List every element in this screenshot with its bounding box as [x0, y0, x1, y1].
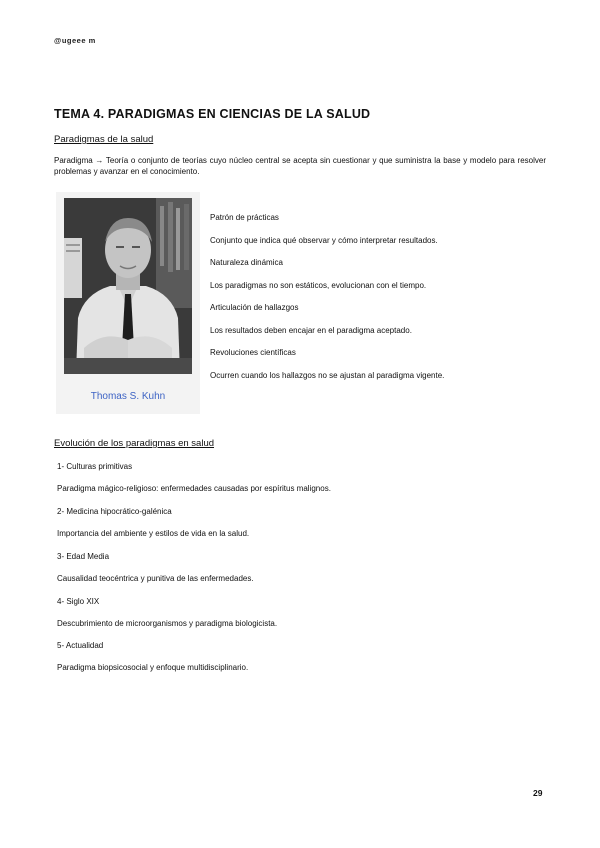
section-heading-paradigmas: Paradigmas de la salud	[54, 134, 154, 145]
section-heading-evolucion: Evolución de los paradigmas en salud	[54, 438, 215, 449]
feature-text: Conjunto que indica qué observar y cómo interpretar resultados.	[210, 236, 438, 245]
evolution-item-text: Causalidad teocéntrica y punitiva de las enfermedades.	[57, 574, 254, 583]
evolution-item-heading: 3- Edad Media	[57, 552, 110, 561]
evolution-item-heading: 1- Culturas primitivas	[57, 462, 133, 471]
portrait-figure	[56, 192, 200, 414]
feature-heading: Patrón de prácticas	[210, 213, 279, 222]
paradigm-definition: Paradigma → Teoría o conjunto de teorías cuyo núcleo central se acepta sin cuestionar y que suministra la base y modelo para resolver problemas y avanzar en el conocimiento.	[54, 156, 546, 176]
feature-text: Los resultados deben encajar en el paradigma aceptado.	[210, 326, 412, 335]
feature-text: Los paradigmas no son estáticos, evolucionan con el tiempo.	[210, 281, 427, 290]
page-title: TEMA 4. PARADIGMAS EN CIENCIAS DE LA SALUD	[54, 107, 371, 121]
evolution-item-heading: 5- Actualidad	[57, 641, 104, 650]
feature-heading: Articulación de hallazgos	[210, 303, 299, 312]
portrait-photo	[64, 198, 192, 374]
evolution-item-text: Paradigma biopsicosocial y enfoque multidisciplinario.	[57, 663, 249, 672]
evolution-item-text: Paradigma mágico-religioso: enfermedades causadas por espíritus malignos.	[57, 484, 331, 493]
header-logo: @ugeee m	[54, 36, 96, 45]
evolution-item-heading: 4- Siglo XIX	[57, 597, 100, 606]
evolution-item-heading: 2- Medicina hipocrático-galénica	[57, 507, 172, 516]
feature-text: Ocurren cuando los hallazgos no se ajustan al paradigma vigente.	[210, 371, 445, 380]
evolution-item-text: Importancia del ambiente y estilos de vida en la salud.	[57, 529, 250, 538]
feature-heading: Revoluciones científicas	[210, 348, 296, 357]
evolution-item-text: Descubrimiento de microorganismos y paradigma biologicista.	[57, 619, 278, 628]
portrait-caption: Thomas S. Kuhn	[90, 391, 166, 402]
feature-heading: Naturaleza dinámica	[210, 258, 283, 267]
page-number: 29	[533, 788, 543, 798]
